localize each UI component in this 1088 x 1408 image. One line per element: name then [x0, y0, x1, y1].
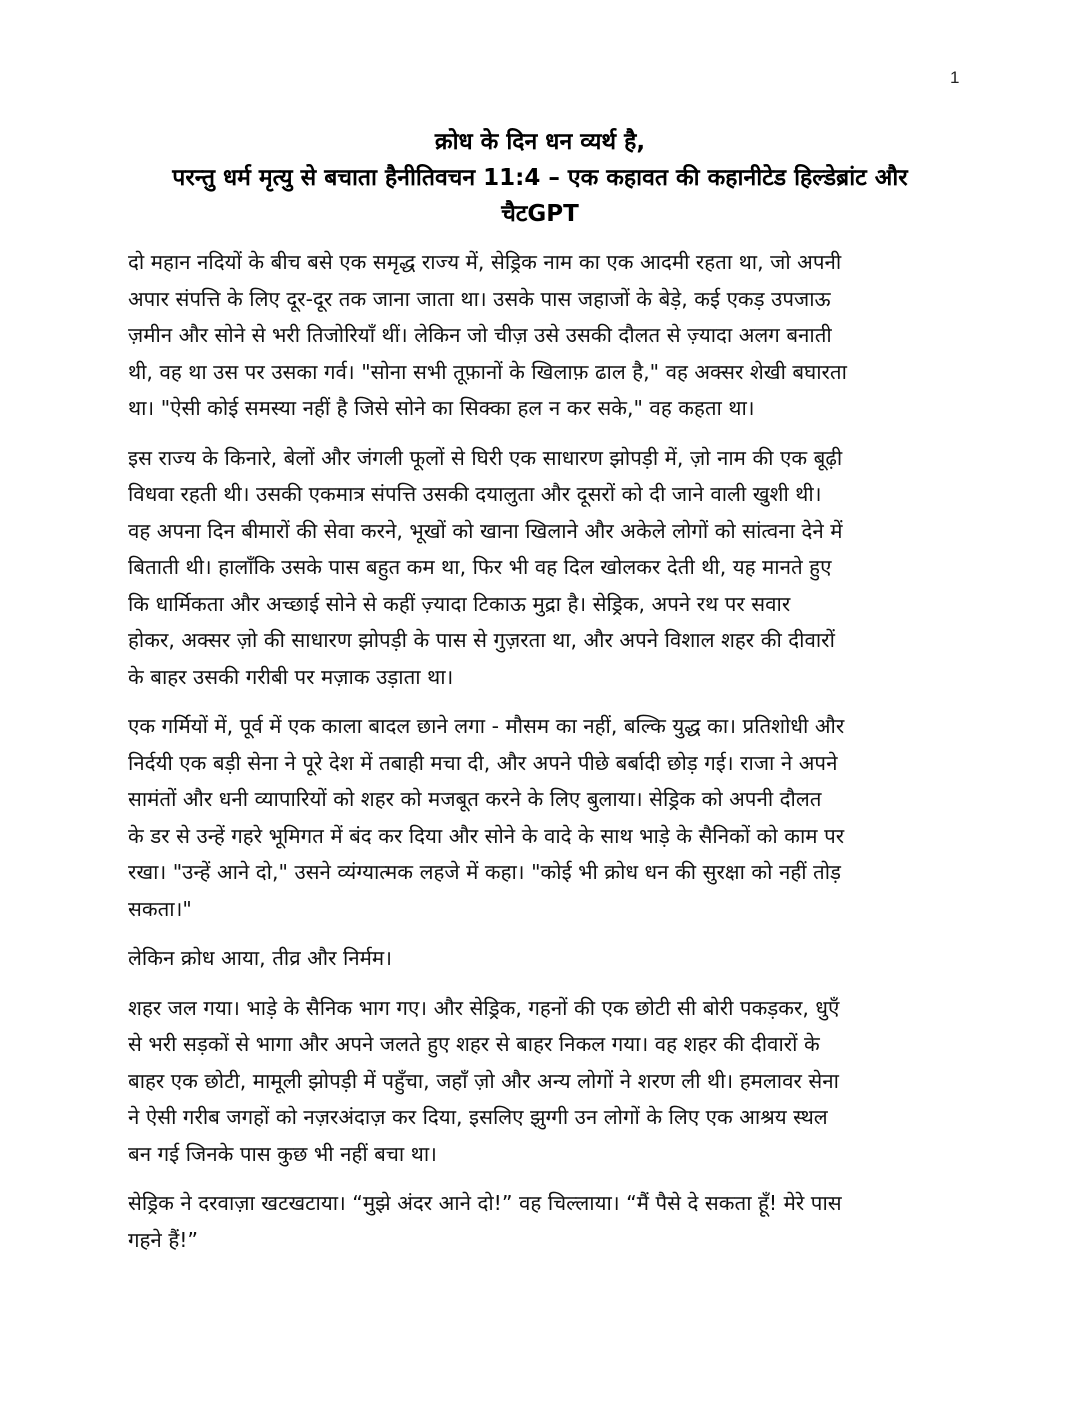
paragraph — [128, 440, 974, 696]
text-line: के डर से उन्हें गहरे भूमिगत में बंद कर दिया और सोने के वादे के साथ भाड़े के सैनिकों को काम पर — [128, 823, 845, 848]
text-line: वह अपना दिन बीमारों की सेवा करने, भूखों को खाना खिलाने और अकेले लोगों को सांत्वना देने में — [128, 518, 843, 543]
text-line: के बाहर उसकी गरीबी पर मज़ाक उड़ाता था। — [128, 664, 454, 689]
text-line: गहने हैं!” — [128, 1227, 199, 1252]
text-line: ज़मीन और सोने से भरी तिजोरियाँ थीं। लेकिन जो चीज़ उसे उसकी दौलत से ज़्यादा अलग बनाती — [128, 323, 832, 347]
paragraph — [128, 940, 974, 977]
text-line: कि धार्मिकता और अच्छाई सोने से कहीं ज़्यादा टिकाऊ मुद्रा है। सेड्रिक, अपने रथ पर सवार — [128, 591, 791, 616]
paragraph — [128, 244, 974, 427]
text-line: होकर, अक्सर ज़ो की साधारण झोपड़ी के पास से गुज़रता था, और अपने विशाल शहर की दीवारों — [128, 628, 835, 652]
text-line: बिताती थी। हालाँकि उसके पास बहुत कम था, फिर भी वह दिल खोलकर देती थी, यह मानते हुए — [128, 555, 832, 579]
paragraph — [128, 708, 974, 927]
text-line: से भरी सड़कों से भागा और अपने जलते हुए शहर से बाहर निकल गया। वह शहर की दीवारों के — [128, 1032, 820, 1056]
text-line: इस राज्य के किनारे, बेलों और जंगली फूलों से घिरी एक साधारण झोपड़ी में, ज़ो नाम की एक बूढ़ी — [128, 445, 843, 470]
text-line: विधवा रहती थी। उसकी एकमात्र संपत्ति उसकी दयालुता और दूसरों को दी जाने वाली खुशी थी। — [128, 482, 822, 506]
page-number: 1 — [950, 68, 960, 87]
title-line: परन्तु धर्म मृत्यु से बचाता हैनीतिवचन 11:4 – एक कहावत की कहानीटेड हिल्डेब्रांट और — [172, 165, 908, 191]
document-body — [128, 244, 974, 1271]
text-line: बन गई जिनके पास कुछ भी नहीं बचा था। — [128, 1141, 437, 1166]
text-line: लेकिन क्रोध आया, तीव्र और निर्मम। — [128, 946, 392, 970]
text-line: बाहर एक छोटी, मामूली झोपड़ी में पहुँचा, जहाँ ज़ो और अन्य लोगों ने शरण ली थी। हमलावर सेना — [128, 1068, 839, 1093]
text-line: सेड्रिक ने दरवाज़ा खटखटाया। “मुझे अंदर आने दो!” वह चिल्लाया। “मैं पैसे दे सकता हूँ! मेरे पास — [128, 1191, 842, 1215]
title-line: क्रोध के दिन धन व्यर्थ है, — [434, 129, 646, 155]
document-title — [110, 124, 970, 232]
text-line: अपार संपत्ति के लिए दूर-दूर तक जाना जाता था। उसके पास जहाजों के बेड़े, कई एकड़ उपजाऊ — [128, 286, 831, 311]
text-line: एक गर्मियों में, पूर्व में एक काला बादल छाने लगा - मौसम का नहीं, बल्कि युद्ध का। प्रतिशोधी और — [128, 714, 845, 738]
paragraph — [128, 1185, 974, 1258]
text-line: था। "ऐसी कोई समस्या नहीं है जिसे सोने का सिक्का हल न कर सके," वह कहता था। — [128, 396, 755, 420]
text-line: रखा। "उन्हें आने दो," उसने व्यंग्यात्मक लहजे में कहा। "कोई भी क्रोध धन की सुरक्षा को नहीं तोड़ — [128, 860, 842, 884]
paragraph — [128, 990, 974, 1173]
text-line: शहर जल गया। भाड़े के सैनिक भाग गए। और सेड्रिक, गहनों की एक छोटी सी बोरी पकड़कर, धुएँ — [128, 995, 840, 1020]
text-line: निर्दयी एक बड़ी सेना ने पूरे देश में तबाही मचा दी, और अपने पीछे बर्बादी छोड़ गई। राजा ने अपने — [128, 750, 838, 775]
text-line: सकता।" — [128, 896, 192, 921]
text-line: थी, वह था उस पर उसका गर्व। "सोना सभी तूफ़ानों के खिलाफ़ ढाल है," वह अक्सर शेखी बघारता — [128, 359, 847, 384]
text-line: दो महान नदियों के बीच बसे एक समृद्ध राज्य में, सेड्रिक नाम का एक आदमी रहता था, जो अपनी — [128, 250, 842, 274]
text-line: सामंतों और धनी व्यापारियों को शहर को मजबूत करने के लिए बुलाया। सेड्रिक को अपनी दौलत — [128, 787, 822, 811]
text-line: ने ऐसी गरीब जगहों को नज़रअंदाज़ कर दिया, इसलिए झुग्गी उन लोगों के लिए एक आश्रय स्थल — [128, 1105, 828, 1129]
title-line: चैटGPT — [501, 201, 579, 227]
